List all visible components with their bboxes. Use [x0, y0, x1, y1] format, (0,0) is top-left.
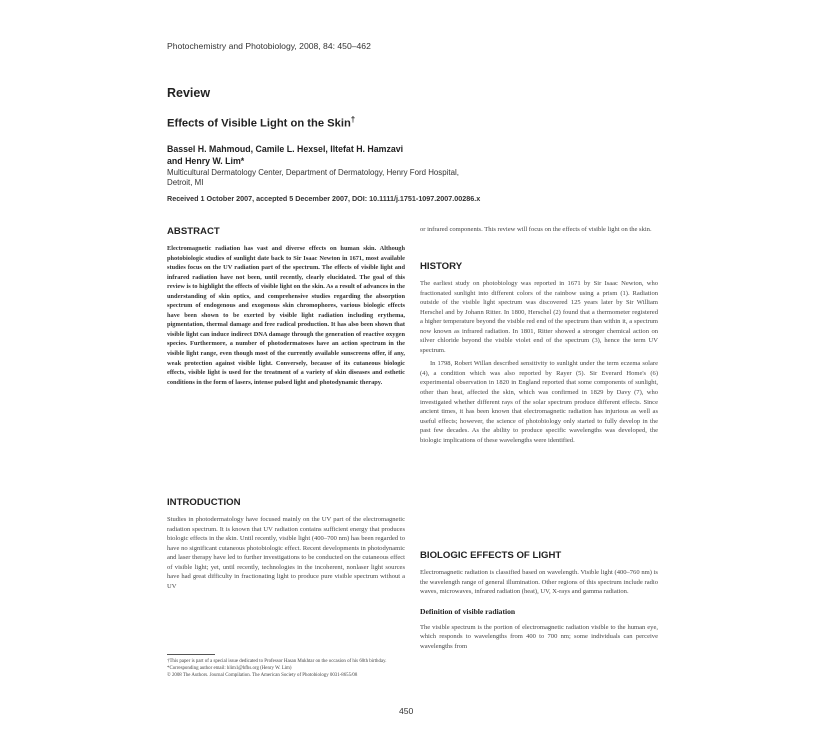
- history-paragraph-2: In 1798, Robert Willan described sensitivity to sunlight under the term eczema solare (4), a condition which was also reported by Rayer (5). Sir Everard Home's (6) experimental observation in 1820 in England reported that some components of sunlight, other than heat, affected the skin, which was confirmed in 1829 by Davy (7), who investigated whether different rays of the solar spectrum produce different effects. Since ancient times, it has been known that electromagnetic radiation has injurious as well as useful effects; however, the science of photobiology only started to fully develop in the past few decades. As the ability to produce specific wavelengths was developed, the biologic implications of these wavelengths were identified.: [420, 360, 658, 444]
- journal-citation: Photochemistry and Photobiology, 2008, 84: 450–462: [167, 41, 371, 51]
- page-number: 450: [399, 706, 414, 716]
- introduction-section: [167, 497, 405, 591]
- biologic-effects-section: [420, 550, 658, 651]
- authors-line-1: Bassel H. Mahmoud, Camile L. Hexsel, Iltefat H. Hamzavi: [167, 144, 404, 154]
- history-heading: HISTORY: [420, 261, 463, 272]
- history-section: [420, 261, 658, 445]
- abstract-section: [167, 226, 405, 387]
- footnote-dedication: †This paper is part of a special issue dedicated to Professor Hasan Mukhtar on the occasion of his 60th birthday.: [167, 659, 387, 664]
- introduction-text: Studies in photodermatology have focused mainly on the UV part of the electromagnetic radiation spectrum. It is known that UV radiation contains sufficient energy that produces biologic effects in the skin. Until recently, visible light (400–700 nm) has been regarded to have no significant cutaneous photobiologic effect. Recent developments in photodynamic and laser therapy have led to further investigations to be conducted on the cutaneous effect of visible light; yet, until recently, technologies in the incoherent, nonlaser light sources have had great difficulty in fractionating light to produce pure visible spectrum without a UV: [167, 516, 405, 590]
- footnote-corresponding: *Corresponding author email: hlim1@hfhs.org (Henry W. Lim): [167, 665, 292, 671]
- visible-radiation-text: The visible spectrum is the portion of electromagnetic radiation visible to the human eye, which responds to wavelengths from 400 to 700 nm; some individuals can perceive wavelengths from: [420, 623, 658, 650]
- intro-continued-text: or infrared components. This review will focus on the effects of visible light on the skin.: [420, 226, 652, 233]
- affiliation: [167, 168, 527, 188]
- footnote-copyright: © 2008 The Authors. Journal Compilation. The American Society of Photobiology 0031-8655/08: [167, 672, 358, 678]
- intro-continued: [420, 225, 658, 235]
- received-line: Received 1 October 2007, accepted 5 December 2007, DOI: 10.1111/j.1751-1097.2007.00286.x: [167, 194, 481, 203]
- biologic-effects-text: Electromagnetic radiation is classified based on wavelength. Visible light (400–760 nm) is the wavelength range of general illumination. Other regions of this spectrum include radio waves, microwaves, infrared radiation (heat), UV, X-rays and gamma radiation.: [420, 569, 658, 596]
- visible-radiation-subheading: Definition of visible radiation: [420, 606, 516, 616]
- author-list: [167, 143, 527, 167]
- footnote-rule: [167, 654, 215, 655]
- article-title-text: Effects of Visible Light on the Skin: [167, 117, 351, 130]
- article-type: Review: [167, 86, 211, 100]
- abstract-heading: ABSTRACT: [167, 226, 220, 237]
- footnotes: [167, 659, 407, 680]
- title-footnote-mark: †: [350, 115, 356, 124]
- history-paragraph-1: The earliest study on photobiology was reported in 1671 by Sir Isaac Newton, who fractionated sunlight into different colors of the rainbow using a prism (1). Radiation outside of the visible light spectrum was discovered 125 years later by Sir William Herschel and by Johann Ritter. In 1800, Herschel (2) found that a thermometer registered a higher temperature beyond the visible red end of the spectrum than within it, a spectrum now known as infrared radiation. In 1801, Ritter showed a stronger chemical action on silver chloride beyond the visible violet end of the spectrum (3), hence the term UV spectrum.: [420, 280, 658, 354]
- abstract-text: Electromagnetic radiation has vast and diverse effects on human skin. Although photobiologic studies of sunlight date back to Sir Isaac Newton in 1671, most available studies focus on the UV radiation part of the spectrum. The effects of visible light and infrared radiation have not been, until recently, clearly elucidated. The goal of this review is to highlight the effects of visible light on the skin. As a result of advances in the understanding of skin optics, and comprehensive studies regarding the absorption spectrum of endogenous and exogenous skin chromophores, various biologic effects have been shown to be exerted by visible light radiation including erythema, pigmentation, thermal damage and free radical production. It has also been shown that visible light can induce indirect DNA damage through the generation of reactive oxygen species. Furthermore, a number of photodermatoses have an action spectrum in the visible light range, even though most of the currently available sunscreens offer, if any, weak protection against visible light. Conversely, because of its cutaneous biologic effects, visible light is used for the treatment of a variety of skin diseases and esthetic conditions in the form of lasers, intense pulsed light and photodynamic therapy.: [167, 245, 405, 386]
- authors-line-2: and Henry W. Lim*: [167, 156, 245, 166]
- biologic-effects-heading: BIOLOGIC EFFECTS OF LIGHT: [420, 550, 562, 561]
- article-title: [167, 115, 355, 130]
- affiliation-line-2: Detroit, MI: [167, 178, 204, 187]
- affiliation-line-1: Multicultural Dermatology Center, Department of Dermatology, Henry Ford Hospital,: [167, 168, 459, 177]
- introduction-heading: INTRODUCTION: [167, 497, 241, 508]
